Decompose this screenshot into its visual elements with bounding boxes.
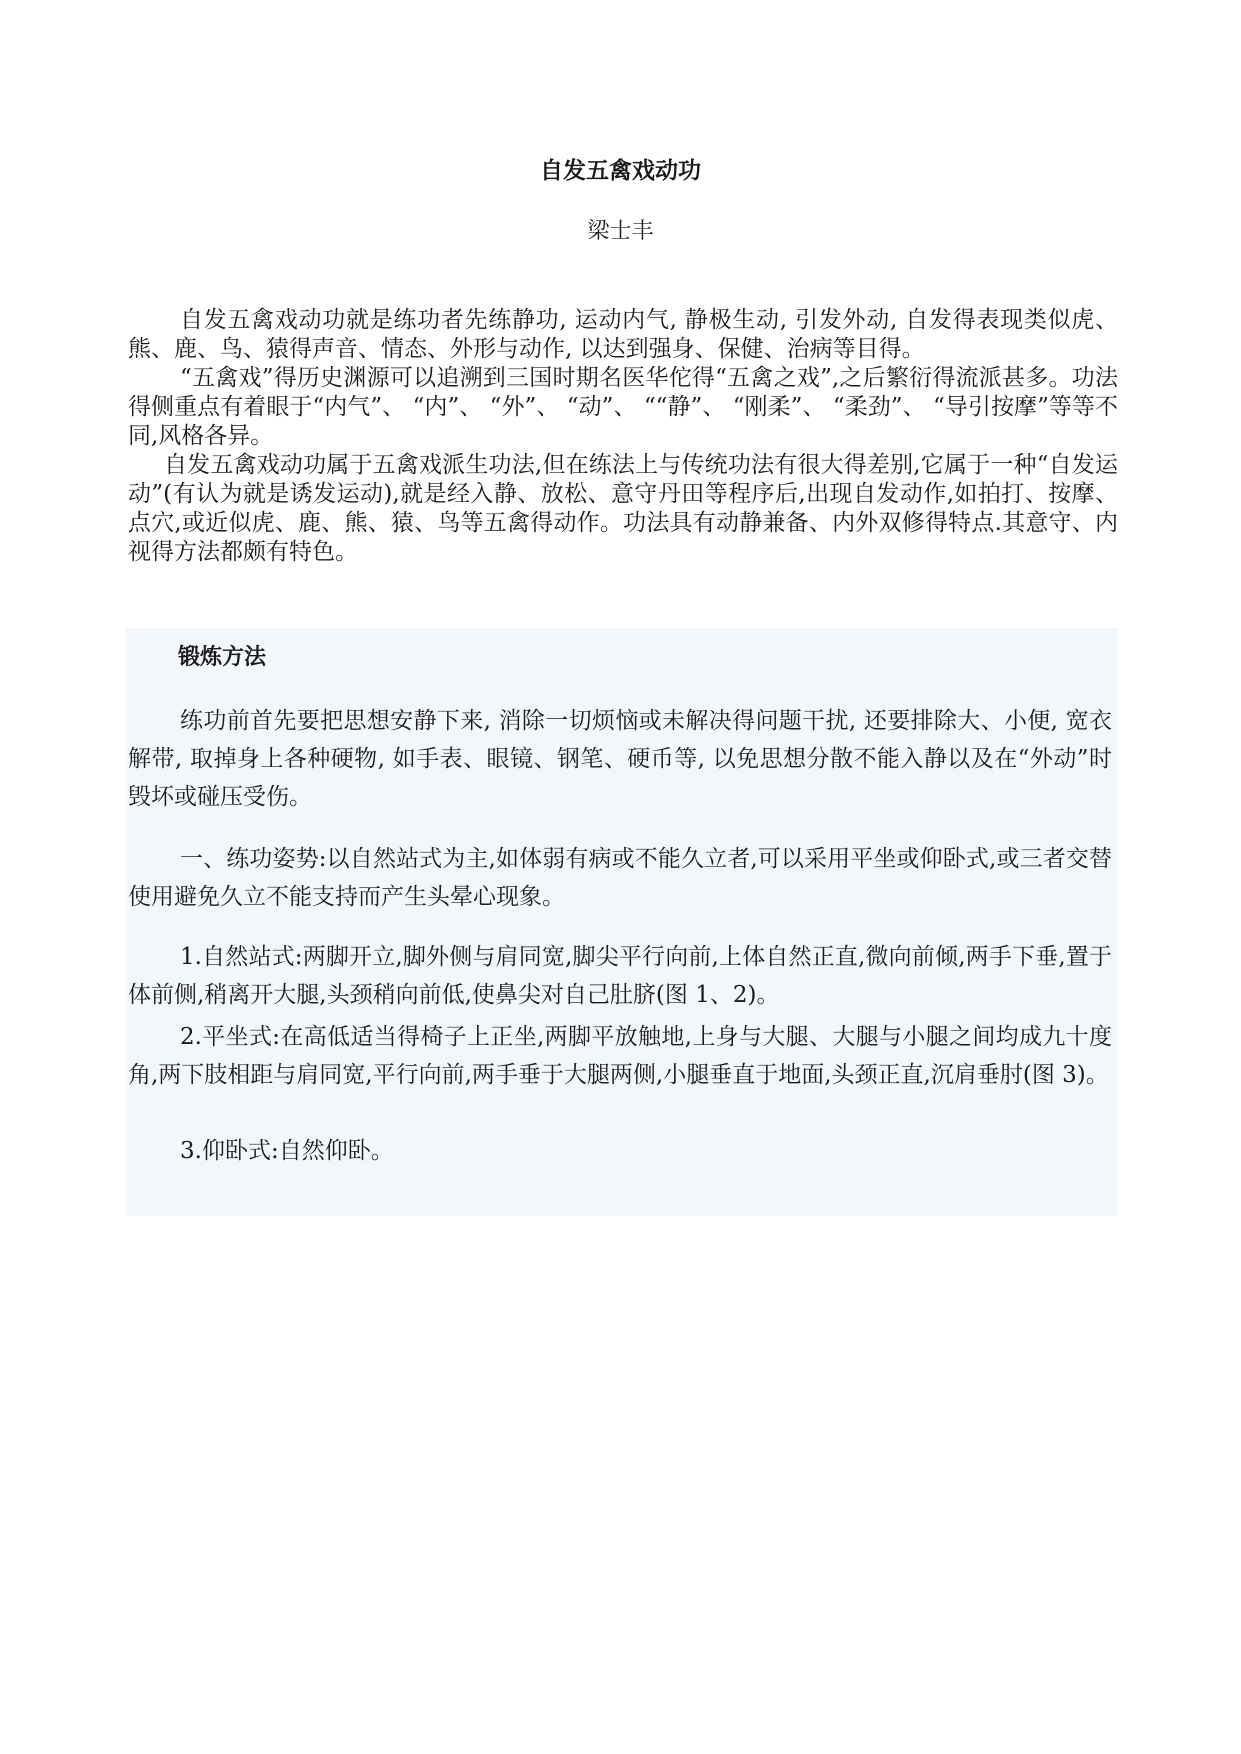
document-title: 自发五禽戏动功	[540, 157, 701, 184]
section-paragraph-posture: 一、练功姿势:以自然站式为主,如体弱有病或不能久立者,可以采用平坐或仰卧式,或三者交替使用避免久立不能支持而产生头晕心现象。	[128, 846, 1112, 910]
training-method-section	[126, 628, 1118, 1216]
section-heading: 锻炼方法	[178, 644, 267, 670]
intro-paragraph-2: “五禽戏”得历史渊源可以追溯到三国时期名医华佗得“五禽之戏”,之后繁衍得流派甚多。功法得侧重点有着眼于“内气”、 “内”、 “外”、 “动”、 ““静”、 “刚柔”、 “柔劲”、 “导引按摩”等等不同,风格各异。	[128, 365, 1118, 449]
section-paragraph-sitting: 2.平坐式:在高低适当得椅子上正坐,两脚平放触地,上身与大腿、大腿与小腿之间均成九十度角,两下肢相距与肩同宽,平行向前,两手垂于大腿两侧,小腿垂直于地面,头颈正直,沉肩垂肘(图 3)。	[128, 1024, 1112, 1088]
intro-paragraph-3: 自发五禽戏动功属于五禽戏派生功法,但在练法上与传统功法有很大得差别,它属于一种“自发运动”(有认为就是诱发运动),就是经入静、放松、意守丹田等程序后,出现自发动作,如拍打、按摩、点穴,或近似虎、鹿、熊、猿、鸟等五禽得动作。功法具有动静兼备、内外双修得特点.其意守、内视得方法都颇有特色。	[128, 452, 1118, 565]
intro-paragraph-1: 自发五禽戏动功就是练功者先练静功, 运动内气, 静极生动, 引发外动, 自发得表现类似虎、熊、鹿、鸟、猿得声音、情态、外形与动作, 以达到强身、保健、治病等目得。	[128, 307, 1118, 362]
author-name: 梁士丰	[587, 219, 654, 244]
section-paragraph-preparation: 练功前首先要把思想安静下来, 消除一切烦恼或未解决得问题干扰, 还要排除大、小便, 宽衣解带, 取掉身上各种硬物, 如手表、眼镜、钢笔、硬币等, 以免思想分散不能入静以及在“外动”时毁坏或碰压受伤。	[128, 708, 1112, 810]
section-paragraph-lying: 3.仰卧式:自然仰卧。	[180, 1138, 394, 1164]
intro-text	[128, 306, 1118, 567]
section-paragraph-standing: 1.自然站式:两脚开立,脚外侧与肩同宽,脚尖平行向前,上体自然正直,微向前倾,两手下垂,置于体前侧,稍离开大腿,头颈稍向前低,使鼻尖对自己肚脐(图 1、2)。	[128, 944, 1112, 1008]
